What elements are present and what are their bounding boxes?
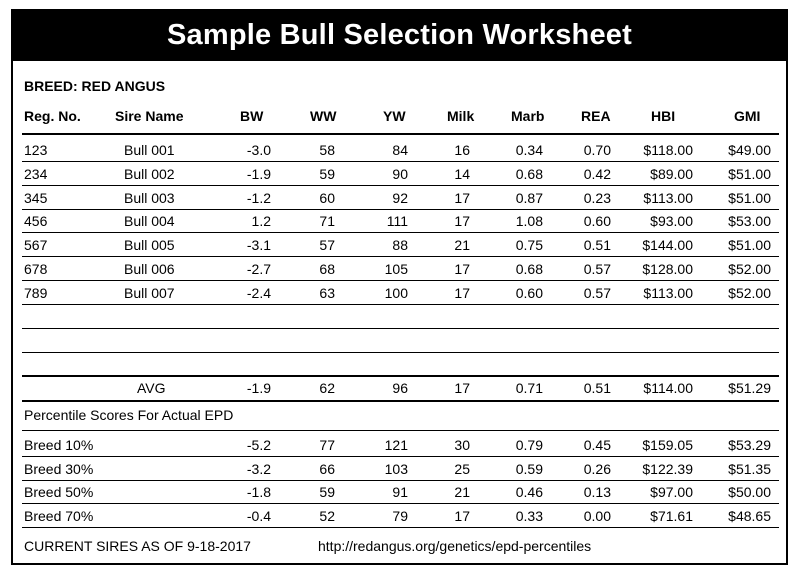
bull-row-2-yw: 90	[392, 165, 408, 182]
bull-row-7-gmi: $52.00	[728, 284, 771, 301]
bull-row-6-yw: 105	[384, 261, 408, 277]
bull-row-2-gmi: $51.00	[728, 165, 771, 182]
bull-row-4-rea: 0.60	[583, 213, 611, 230]
average-rea: 0.51	[583, 380, 611, 396]
average-bottom-divider	[22, 400, 779, 402]
bull-row-1-rea: 0.70	[583, 142, 611, 158]
row-divider	[22, 161, 779, 162]
percentile-row-2-gmi: $51.35	[728, 460, 771, 477]
footer-url: http://redangus.org/genetics/epd-percentiles	[318, 538, 592, 554]
column-header-marb: Marb	[511, 108, 545, 124]
bull-row-3-gmi: $51.00	[728, 189, 771, 206]
bull-row-5-yw: 88	[392, 237, 408, 254]
bull-row-2-hbi: $89.00	[650, 165, 693, 182]
bull-row-4-bw: 1.2	[251, 213, 271, 230]
bull-row-4-reg-no: 456	[24, 213, 48, 230]
percentile-row-3-rea: 0.13	[583, 484, 611, 500]
bull-row-3-rea: 0.23	[583, 189, 611, 206]
blank-row-divider	[22, 328, 779, 329]
bull-row-2-ww: 59	[319, 165, 335, 182]
percentile-row-4-hbi: $71.61	[650, 507, 693, 524]
percentile-row-3-milk: 21	[454, 484, 470, 500]
percentile-row-1-hbi: $159.05	[642, 437, 693, 453]
average-milk: 17	[454, 380, 470, 396]
bull-row-5-bw: -3.1	[246, 237, 271, 254]
percentile-row-1-rea: 0.45	[583, 437, 611, 453]
bull-row-7-milk: 17	[454, 284, 470, 301]
bull-row-2-sire-name: Bull 002	[124, 165, 175, 182]
percentile-row-4-ww: 52	[319, 507, 335, 524]
bull-row-7-rea: 0.57	[583, 284, 611, 301]
percentile-row-1-bw: -5.2	[246, 437, 271, 453]
column-header-ww: WW	[310, 108, 337, 124]
bull-row-7-hbi: $113.00	[643, 284, 693, 301]
percentile-row-1-marb: 0.79	[515, 437, 543, 453]
percentile-row-2-marb: 0.59	[515, 460, 543, 477]
percentile-row-2-rea: 0.26	[583, 460, 611, 477]
average-hbi: $114.00	[643, 380, 693, 396]
header-divider	[22, 133, 779, 135]
percentile-row-2-milk: 25	[454, 460, 470, 477]
bull-row-2-milk: 14	[454, 165, 470, 182]
percentile-row-3-gmi: $50.00	[728, 484, 771, 500]
bull-row-4-marb: 1.08	[515, 213, 543, 230]
percentile-row-1-reg-no: Breed 10%	[24, 437, 94, 453]
average-gmi: $51.29	[728, 380, 771, 396]
percentile-row-3-reg-no: Breed 50%	[24, 484, 94, 500]
bull-row-7-sire-name: Bull 007	[124, 284, 175, 301]
percentile-row-1-gmi: $53.29	[728, 437, 771, 453]
percentile-row-3-ww: 59	[319, 484, 335, 500]
bull-row-4-yw: 111	[386, 213, 408, 230]
row-divider	[22, 209, 779, 210]
percentile-row-2-hbi: $122.39	[642, 460, 693, 477]
bull-row-1-ww: 58	[319, 142, 335, 158]
row-divider	[22, 503, 779, 504]
average-yw: 96	[392, 380, 408, 396]
bull-row-6-ww: 68	[319, 261, 335, 277]
bull-row-1-reg-no: 123	[24, 142, 48, 158]
row-divider	[22, 304, 779, 305]
bull-row-3-bw: -1.2	[246, 189, 271, 206]
blank-row-divider	[22, 352, 779, 353]
percentile-row-2-reg-no: Breed 30%	[24, 460, 94, 477]
bull-row-1-marb: 0.34	[515, 142, 543, 158]
percentile-row-2-ww: 66	[319, 460, 335, 477]
bull-row-3-milk: 17	[454, 189, 470, 206]
bull-row-5-milk: 21	[454, 237, 470, 254]
percentile-row-3-yw: 91	[392, 484, 408, 500]
percentile-row-2-bw: -3.2	[246, 460, 271, 477]
bull-row-7-marb: 0.60	[515, 284, 543, 301]
footer-note: CURRENT SIRES AS OF 9-18-2017	[24, 538, 251, 554]
row-divider	[22, 456, 779, 457]
percentile-row-4-rea: 0.00	[583, 507, 611, 524]
bull-row-6-hbi: $128.00	[642, 261, 693, 277]
column-header-reg-no: Reg. No.	[24, 108, 81, 124]
bull-row-4-hbi: $93.00	[650, 213, 693, 230]
bull-row-4-gmi: $53.00	[728, 213, 771, 230]
percentile-row-3-marb: 0.46	[515, 484, 543, 500]
bull-row-6-milk: 17	[454, 261, 470, 277]
bull-row-5-hbi: $144.00	[642, 237, 693, 254]
bull-row-1-yw: 84	[392, 142, 408, 158]
bull-row-5-marb: 0.75	[515, 237, 543, 254]
row-divider	[22, 480, 779, 481]
row-divider	[22, 280, 779, 281]
bull-row-2-rea: 0.42	[583, 165, 611, 182]
bull-row-1-sire-name: Bull 001	[124, 142, 175, 158]
bull-row-6-rea: 0.57	[583, 261, 611, 277]
bull-row-7-reg-no: 789	[24, 284, 48, 301]
row-divider	[22, 527, 779, 528]
percentile-row-4-marb: 0.33	[515, 507, 543, 524]
bull-row-6-bw: -2.7	[246, 261, 271, 277]
bull-row-7-yw: 100	[384, 284, 408, 301]
column-header-bw: BW	[240, 108, 264, 124]
bull-row-1-hbi: $118.00	[643, 142, 693, 158]
row-divider	[22, 256, 779, 257]
bull-row-1-milk: 16	[454, 142, 470, 158]
bull-row-7-bw: -2.4	[246, 284, 271, 301]
bull-row-5-ww: 57	[319, 237, 335, 254]
column-header-sire-name: Sire Name	[115, 108, 184, 124]
bull-row-3-reg-no: 345	[24, 189, 48, 206]
average-bw: -1.9	[246, 380, 271, 396]
percentile-row-4-bw: -0.4	[246, 507, 271, 524]
bull-row-6-reg-no: 678	[24, 261, 48, 277]
bull-row-4-ww: 71	[319, 213, 335, 230]
row-divider	[22, 232, 779, 233]
bull-row-5-reg-no: 567	[24, 237, 48, 254]
bull-row-2-bw: -1.9	[246, 165, 271, 182]
percentile-row-1-yw: 121	[384, 437, 408, 453]
bull-row-3-yw: 92	[392, 189, 408, 206]
percentile-row-4-yw: 79	[392, 507, 408, 524]
bull-row-3-marb: 0.87	[515, 189, 543, 206]
bull-row-1-bw: -3.0	[246, 142, 271, 158]
average-top-divider	[22, 375, 779, 377]
percentile-row-4-gmi: $48.65	[728, 507, 771, 524]
bull-row-3-hbi: $113.00	[643, 189, 693, 206]
percentile-row-2-yw: 103	[384, 460, 408, 477]
column-header-yw: YW	[383, 108, 406, 124]
percentile-row-3-hbi: $97.00	[650, 484, 693, 500]
percentile-row-1-ww: 77	[319, 437, 335, 453]
column-header-rea: REA	[581, 108, 611, 124]
breed-label: BREED: RED ANGUS	[24, 78, 166, 94]
percentile-row-1-milk: 30	[454, 437, 470, 453]
column-header-hbi: HBI	[651, 108, 676, 124]
percentile-row-3-bw: -1.8	[246, 484, 271, 500]
bull-row-2-reg-no: 234	[24, 165, 48, 182]
bull-row-3-sire-name: Bull 003	[124, 189, 175, 206]
bull-row-1-gmi: $49.00	[728, 142, 771, 158]
bull-row-2-marb: 0.68	[515, 165, 543, 182]
average-ww: 62	[319, 380, 335, 396]
bull-row-5-sire-name: Bull 005	[124, 237, 175, 254]
column-header-milk: Milk	[447, 108, 475, 124]
bull-row-6-marb: 0.68	[515, 261, 543, 277]
row-divider	[22, 185, 779, 186]
percentile-title-divider	[22, 430, 779, 431]
bull-row-6-gmi: $52.00	[728, 261, 771, 277]
bull-row-5-gmi: $51.00	[728, 237, 771, 254]
percentile-row-4-reg-no: Breed 70%	[24, 507, 94, 524]
bull-row-3-ww: 60	[319, 189, 335, 206]
bull-row-6-sire-name: Bull 006	[124, 261, 175, 277]
percentile-row-4-milk: 17	[454, 507, 470, 524]
percentile-section-title: Percentile Scores For Actual EPD	[24, 407, 234, 423]
bull-row-4-milk: 17	[454, 213, 470, 230]
bull-row-4-sire-name: Bull 004	[124, 213, 175, 230]
page-title: Sample Bull Selection Worksheet	[11, 9, 788, 61]
column-header-gmi: GMI	[734, 108, 761, 124]
average-sire-name: AVG	[137, 380, 166, 396]
average-marb: 0.71	[515, 380, 543, 396]
bull-row-5-rea: 0.51	[583, 237, 611, 254]
bull-row-7-ww: 63	[319, 284, 335, 301]
